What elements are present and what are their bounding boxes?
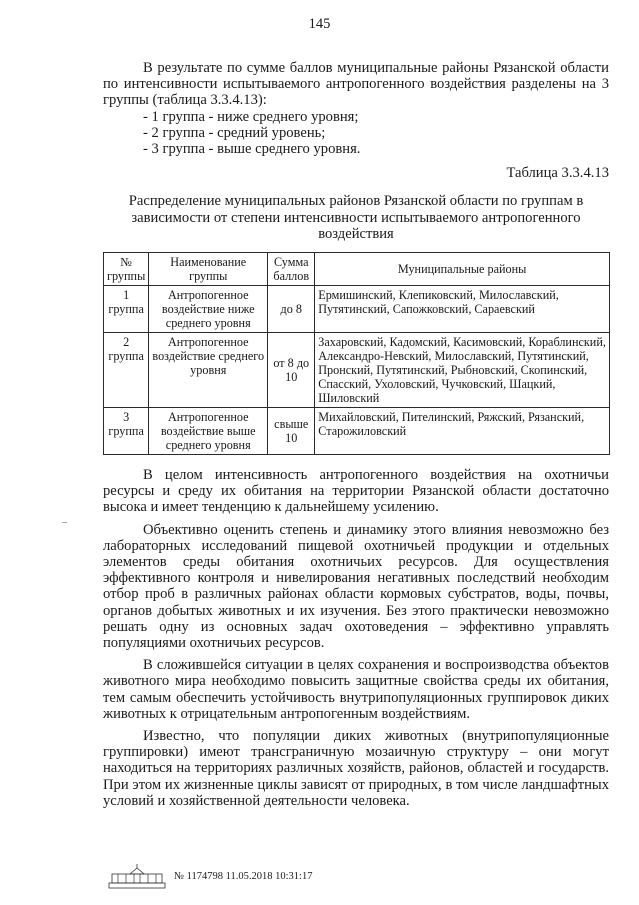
paragraph-2: Объективно оценить степень и динамику этого влияния невозможно без лабораторных исследований пищевой охотничьей продукции и отдельных элементов среды обитания охотничьих ресурсов. Для осуществления эффективного контроля и нивелирования негативных последствий необходим отбор проб в различных районах области кормовых субстратов, воды, почвы, органов добытых животных и их изучения. Без этого практически невозможно решать одну из основных задач охотоведения – эффективно управлять популяциями охотничьих ресурсов. [103, 521, 609, 652]
header-districts: Муниципальные районы [315, 253, 610, 286]
cell-districts: Михайловский, Пителинский, Ряжский, Рязанский, Старожиловский [315, 408, 610, 455]
cell-group-number: 2 группа [104, 333, 149, 408]
cell-group-name: Антропогенное воздействие выше среднего уровня [149, 408, 268, 455]
table-caption: Таблица 3.3.4.13 [506, 165, 609, 182]
cell-group-name: Антропогенное воздействие среднего уровня [149, 333, 268, 408]
page-number: 145 [308, 16, 331, 32]
main-text [103, 467, 609, 809]
list-item: - 2 группа - средний уровень; [143, 124, 326, 141]
header-group-name: Наименование группы [149, 253, 268, 286]
table-row [104, 286, 610, 333]
cell-score: от 8 до 10 [268, 333, 315, 408]
document-body [103, 60, 609, 809]
table-row [104, 333, 610, 408]
table-title: Распределение муниципальных районов Рязанской области по группам в зависимости от степени интенсивности испытываемого антропогенного воздействия [128, 193, 584, 242]
government-building-logo-icon [108, 863, 166, 889]
header-group-number: № группы [104, 253, 149, 286]
cell-districts: Захаровский, Кадомский, Касимовский, Кораблинский, Александро-Невский, Милославский, Путятинский, Пронский, Путятинский, Рыбновский, Скопинский, Спасский, Ухоловский, Чучковский, Шацкий, Шиловский [315, 333, 610, 408]
cell-group-name: Антропогенное воздействие ниже среднего уровня [149, 286, 268, 333]
paragraph-3: В сложившейся ситуации в целях сохранения и воспроизводства объектов животного мира необходимо повысить защитные свойства среды их обитания, тем самым обеспечить устойчивость внутрипопуляционных группировок диких животных к отрицательным антропогенным воздействиям. [103, 657, 609, 722]
paragraph-4: Известно, что популяции диких животных (внутрипопуляционные группировки) имеют трансграничную мозаичную структуру – они могут находиться на территориях различных хозяйств, районов, областей и государств. При этом их жизненные циклы зависят от природных, в том числе ландшафтных условий и хозяйственной деятельности человека. [103, 728, 609, 809]
list-item: - 3 группа - выше среднего уровня. [143, 141, 361, 158]
cell-districts: Ермишинский, Клепиковский, Милославский, Путятинский, Сапожковский, Сараевский [315, 286, 610, 333]
cell-score: до 8 [268, 286, 315, 333]
footer-stamp [108, 862, 312, 890]
paragraph-1: В целом интенсивность антропогенного воздействия на охотничьи ресурсы и среду их обитания на территории Рязанской области достаточно высока и имеет тенденцию к дальнейшему усилению. [103, 467, 609, 516]
cell-group-number: 3 группа [104, 408, 149, 455]
table-header-row [104, 253, 610, 286]
header-score-sum: Сумма баллов [268, 253, 315, 286]
cell-score: свыше 10 [268, 408, 315, 455]
group-list [103, 109, 609, 158]
document-stamp-text: № 1174798 11.05.2018 10:31:17 [174, 870, 313, 882]
margin-mark: – [62, 517, 67, 528]
intro-paragraph: В результате по сумме баллов муниципальные районы Рязанской области по интенсивности испытываемого антропогенного воздействия разделены на 3 группы (таблица 3.3.4.13): [103, 60, 609, 109]
cell-group-number: 1 группа [104, 286, 149, 333]
table-row [104, 408, 610, 455]
list-item: - 1 группа - ниже среднего уровня; [143, 108, 359, 125]
groups-table [103, 252, 610, 455]
